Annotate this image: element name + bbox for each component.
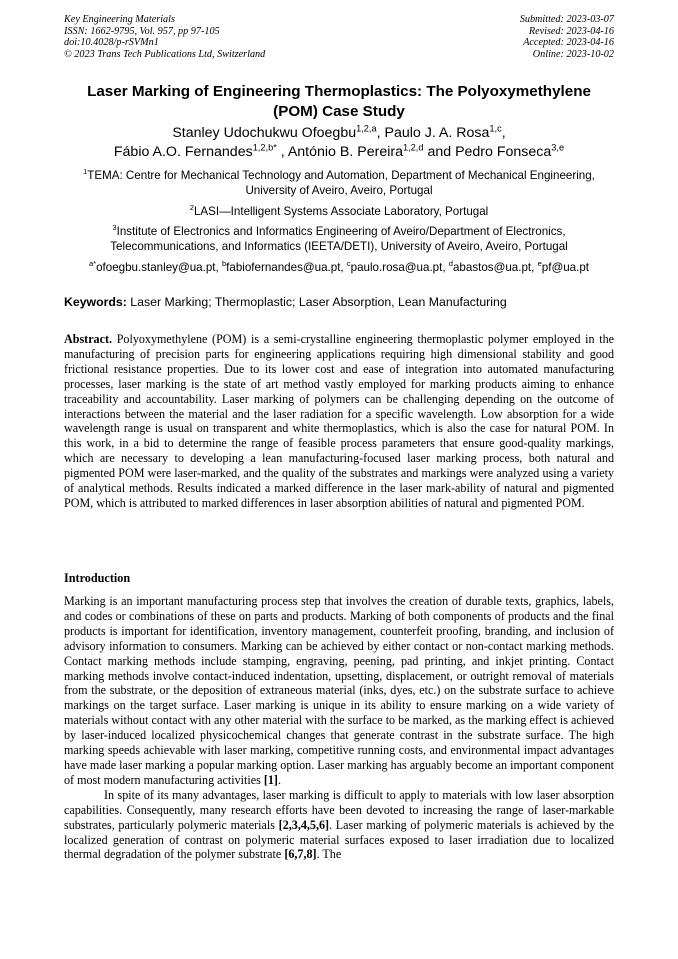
affiliation-text: LASI—Intelligent Systems Associate Laboratory, Portugal	[193, 205, 489, 218]
journal-header-right	[520, 14, 614, 60]
paragraph-text: .	[277, 772, 281, 787]
author-sup: 3,e	[551, 142, 565, 153]
affiliation-3	[70, 224, 608, 254]
affiliation-1	[70, 168, 608, 198]
abstract-text: Polyoxymethylene (POM) is a semi-crystalline engineering thermoplastic polymer employed in the manufacturing of precision parts for engineering applications requiring high dimensional stability and good frictional resistance properties. Due to its lower cost and ease of integration into automated manufacturing processes, laser marking is the state of art method vastly employed for marking products aiming to enhance traceability and accountability. Laser marking of polymers can be challenging depending on the outcome of interactions between the material and the laser radiation for a specific wavelength. Low absorption for a wide wavelength range is usual on transparent and white thermoplastics, which is also the case for natural POM. In this work, in a bid to determine the range of feasible process parameters that ensure good-quality markings, which are necessary to developing a lean manufacturing-focused laser marking process, both natural and pigmented POM were laser-marked, and the quality of the substrates and markings were analyzed using a variety of analytical methods. Results indicated a marked difference in the laser mark-ability of natural and pigmented POM, which is attributed to marked differences in laser absorption abilities of natural and pigmented POM.	[64, 332, 615, 510]
paragraph-text: Marking is an important manufacturing process step that involves the creation of durable texts, graphics, labels, and codes or combinations of these on parts and products. Marking of both components of products and the final products is important for identification, inventory management, counterfeit proofing, branding, and inclusion of advisory information to consumers. Marking can be achieved by either contact or non-contact marking methods. Contact marking methods include stamping, engraving, peening, pad printing, and inkjet printing. Contact marking methods involve contact-induced indentation, upsetting, displacement, or outright removal of materials from the substrate, or the deposition of extraneous material (inks, dyes, etc.) on the substrate surface to achieve markings on the target surface. Laser marking is unique in its ability to ensure marking on a wide variety of materials without contact with any other material with the surface to be marked, as the marking effect is achieved by laser-induced localized physicochemical changes that generate contrast in the substrate surface. The high marking speeds achievable with laser marking, competitive running costs, and environmental impact advantages have made laser marking a popular marking option. Laser marking has arguably become an important component of most modern manufacturing activities	[64, 594, 614, 787]
author-name: Paulo J. A. Rosa	[384, 125, 490, 141]
author-name: Stanley Udochukwu Ofoegbu	[172, 125, 357, 141]
online-date: Online: 2023-10-02	[532, 48, 614, 60]
abstract-label: Abstract.	[64, 332, 113, 346]
doi: doi:10.4028/p-rSVMn1	[64, 37, 159, 49]
email-link[interactable]: abastos@ua.pt,	[452, 261, 538, 274]
author-sep: ,	[501, 125, 506, 141]
author-sup: 1,2,a	[356, 123, 377, 134]
affiliation-text: Institute of Electronics and Informatics Engineering of Aveiro/Department of Electronics, Telecommunications, and Informatics (IEETA/DETI), University of Aveiro, Aveiro, Portugal	[110, 225, 568, 253]
keywords-label: Keywords:	[64, 295, 127, 309]
paragraph	[64, 594, 614, 788]
email-link[interactable]: ofoegbu.stanley@ua.pt,	[96, 261, 222, 274]
citation[interactable]: [1]	[263, 772, 278, 787]
revised-date: Revised: 2023-04-16	[528, 25, 614, 37]
author-sep: ,	[376, 125, 385, 141]
section-heading-introduction: Introduction	[64, 571, 131, 585]
introduction-body	[64, 594, 614, 862]
author-sup: 1,2,b*	[252, 142, 277, 153]
journal-header-left	[64, 14, 265, 60]
affiliation-sup: 1	[83, 167, 88, 177]
paper-title	[60, 82, 618, 121]
author-line	[60, 124, 618, 143]
affiliation-sup: 2	[189, 203, 194, 213]
paragraph-text: . The	[316, 847, 342, 862]
author-sep: ,	[276, 144, 288, 160]
author-sup: 1,2,d	[402, 142, 424, 153]
email-link[interactable]: paulo.rosa@ua.pt,	[350, 261, 449, 274]
author-name: Fábio A.O. Fernandes	[113, 144, 253, 160]
email-sup: c	[346, 259, 351, 269]
email-link[interactable]: pf@ua.pt	[541, 261, 590, 274]
abstract	[64, 332, 614, 511]
issn: ISSN: 1662-9795, Vol. 957, pp 97-105	[64, 25, 220, 37]
affiliation-2	[70, 204, 608, 219]
author-sep: and	[423, 144, 456, 160]
email-sup: b	[221, 259, 227, 269]
email-sup: d	[448, 259, 453, 269]
citation[interactable]: [6,7,8]	[284, 847, 317, 862]
email-sup: e	[537, 259, 542, 269]
affiliation-sup: 3	[112, 223, 117, 233]
citation[interactable]: [2,3,4,5,6]	[278, 817, 330, 832]
paragraph	[64, 788, 614, 863]
author-line	[60, 143, 618, 162]
author-name: António B. Pereira	[287, 144, 403, 160]
keywords	[64, 295, 614, 310]
accepted-date: Accepted: 2023-04-16	[523, 37, 614, 49]
paragraph-text: In spite of its many advantages, laser marking is difficult to apply to materials with low laser absorption capabilities. Consequently, many research efforts have been devoted to increasing the range of laser-markable substrates, particularly polymeric materials	[64, 787, 614, 832]
author-sup: 1,c	[489, 123, 502, 134]
title-line: Laser Marking of Engineering Thermoplastics: The Polyoxymethylene	[87, 83, 591, 100]
author-list	[60, 124, 618, 162]
author-emails	[60, 260, 618, 275]
submitted-date: Submitted: 2023-03-07	[519, 14, 614, 25]
title-line: (POM) Case Study	[273, 102, 405, 120]
paragraph-text: . Laser marking of polymeric materials is achieved by the localized generation of contrast on polymeric material surfaces exposed to laser irradiation due to localized thermal degradation of the polymer substrate	[64, 817, 614, 862]
keywords-text: Laser Marking; Thermoplastic; Laser Absorption, Lean Manufacturing	[130, 295, 507, 309]
affiliation-text: TEMA: Centre for Mechanical Technology and Automation, Department of Mechanical Engineering, University of Aveiro, Aveiro, Portugal	[87, 169, 595, 197]
copyright: © 2023 Trans Tech Publications Ltd, Switzerland	[64, 48, 266, 60]
email-sup: a*	[88, 259, 97, 269]
email-link[interactable]: fabiofernandes@ua.pt,	[226, 261, 347, 274]
journal-name: Key Engineering Materials	[64, 14, 175, 25]
author-name: Pedro Fonseca	[455, 144, 552, 160]
